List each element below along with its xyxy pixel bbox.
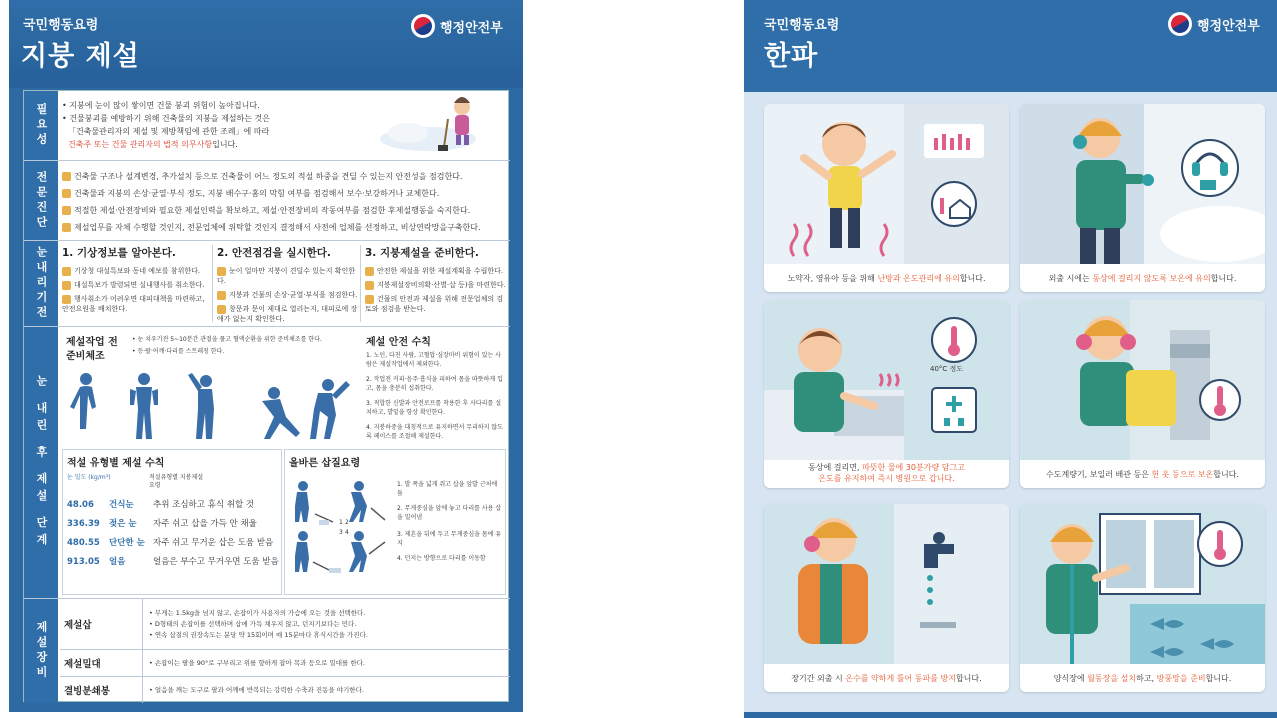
equipment-row	[60, 649, 510, 676]
column-item: 눈이 얼마만 지붕이 견딜수 있는지 확인한다.	[217, 267, 356, 285]
table-row: 336.39 젖은 눈 자주 쉬고 삽을 가득 안 채울	[67, 519, 257, 529]
text-line: 건축물과 지붕의 손상·균열·부식 정도, 지붕 배수구·홈의 막힘 여부를 점검해서 보수·보강하거나 교체한다.	[62, 185, 506, 202]
equipment-name: 제설삽	[64, 620, 92, 631]
ministry-logo	[1168, 12, 1260, 36]
snow-type-box	[62, 449, 282, 595]
column-item: 지붕과 건물의 손상·균열·부식을 점검한다.	[217, 290, 358, 300]
step-number: 1	[339, 519, 343, 526]
warmup-title: 제설작업 전	[66, 337, 118, 348]
method-label: 적설유형별 지붕제설요령	[149, 474, 204, 489]
text-line: • 지붕에 눈이 많이 쌓이면 건물 붕괴 위험이 높아집니다.	[62, 101, 260, 110]
step-number: 4	[345, 529, 349, 536]
running-tap-illustration	[764, 504, 1009, 664]
table-row: 480.55 단단한 눈 자주 쉬고 무거운 삽은 도움 받음	[67, 538, 274, 548]
heating-illustration	[764, 104, 1009, 264]
fish-farm-illustration	[1020, 504, 1265, 664]
tip-card-frostbite-prevention	[1020, 104, 1265, 292]
text-line: 제설업무를 자체 수행할 것인지, 전문업체에 위탁할 것인지 결정해서 사전에 업체를 선정하고, 비상연락망을구축한다.	[62, 219, 506, 236]
card-caption: 외출 시에는 동상에 걸리지 않도록 보온에 유의합니다.	[1048, 273, 1237, 283]
column-item: 기상청 대설특보와 동네 예보를 참위한다.	[62, 266, 208, 276]
safety-title: 제설 안전 수칙	[366, 337, 431, 348]
before-column-2	[212, 245, 358, 322]
shovel-title: 올바른 삽질요령	[289, 458, 361, 469]
roof-snow-poster	[9, 0, 523, 712]
hand-icon	[62, 189, 71, 198]
section-after-snow	[24, 327, 510, 599]
section-equipment	[24, 599, 510, 703]
section-expert-diagnosis	[24, 161, 510, 241]
child-shoveling-snow-illustration	[378, 93, 498, 155]
tip-card-frostbite-treatment	[764, 300, 1009, 488]
ministry-name: 행정안전부	[1197, 18, 1260, 34]
warmup-title: 준비체조	[66, 351, 105, 362]
poster-header	[9, 0, 523, 88]
equipment-desc: • 손잡이는 팔을 90°로 구부리고 위를 향하게 잡아 목과 등으로 밀대를 한다.	[142, 650, 508, 676]
equipment-row	[60, 599, 510, 649]
card-caption: 양식장에 월동장을 설치하고, 방풍망을 준비합니다.	[1053, 673, 1232, 683]
column-heading: 2. 안전점검을 실시한다.	[217, 247, 331, 259]
column-item: 창문과 문이 제대로 열리는지, 대피로에 장애가 없는지 확인한다.	[217, 305, 358, 323]
temperature-label: 40°C 정도	[930, 365, 964, 373]
warmup-box	[62, 329, 360, 447]
tip-card-pipe-insulation	[1020, 300, 1265, 488]
density-label: 눈 밀도 (kg/m³)	[67, 474, 111, 481]
card-caption: 동상에 걸리면, 따뜻한 물에 30분가량 담그고 온도를 유지하여 즉시 병원으로 갑니다.	[808, 463, 965, 483]
column-item: 대설특보가 발령되면 실내행사를 취소한다.	[62, 280, 208, 290]
equipment-name: 결빙분쇄봉	[64, 686, 110, 697]
poster-subtitle: 국민행동요령	[764, 18, 840, 33]
text-line: 건축물 구조나 설계변경, 추가설치 등으로 건축물이 어느 정도의 적설 하중을 견딜 수 있는지 안전성을 점검한다.	[62, 168, 506, 185]
shovel-step: 4. 던지는 방향으로 다리를 이동함	[397, 555, 486, 562]
ministry-name: 행정안전부	[440, 20, 503, 36]
table-row: 913.05 얼음 얼음은 부수고 무거우면 도움 받음	[67, 557, 279, 567]
safety-rule: 3. 적합한 신발과 안전로프를 착용한 후 사다리를 설치하고, 발밑을 항상 확인한다.	[366, 400, 501, 416]
pipe-insulation-illustration	[1020, 300, 1265, 460]
safety-rule: 1. 노인, 다친 사람, 고혈압·심장마비 위험이 있는 사람은 제설작업에서 제외한다.	[366, 352, 501, 368]
section-necessity	[24, 91, 510, 161]
safety-rule: 4. 지붕하중을 대칭적으로 유지하면서 무리하지 않도록 페이스를 조절해 제설한다.	[366, 424, 503, 440]
column-item: 행사취소가 어려우면 대피대책을 마련하고, 안전요원을 배치한다.	[62, 295, 205, 313]
card-caption: 노약자, 영유아 등을 위해 난방과 온도관리에 유의합니다.	[787, 273, 986, 283]
warmup-note: • 눈 치우기전 5~10분간 관절을 풀고 혈액순환을 위한 준비체조를 한다.	[132, 336, 322, 343]
tip-card-water-running	[764, 504, 1009, 692]
column-heading: 3. 지붕제설을 준비한다.	[365, 247, 479, 259]
equipment-desc: • 얼음을 깨는 도구로 팔과 어깨에 반복되는 강력한 수축과 진동을 야기한다.	[142, 677, 508, 703]
text-line: 「건축물관리자의 제설 및 제방책임에 관한 조례」에 따라	[68, 127, 270, 136]
poster-title: 한파	[764, 41, 819, 72]
safety-rule: 2. 작업전 커피·음주·흡식을 피하여 몸을 따뜻하게 입고, 몸을 충분히 섭취한다.	[366, 376, 503, 392]
shovel-method-box	[284, 449, 506, 595]
section-before-snow	[24, 241, 510, 327]
poster-subtitle: 국민행동요령	[23, 18, 99, 33]
poster-body	[744, 92, 1277, 712]
text-line: 건축주 또는 건물 관리자의 법적 의무사항입니다.	[68, 140, 238, 149]
warm-water-illustration	[764, 300, 1009, 460]
section-label: 필요성	[24, 91, 58, 160]
warmup-note: • 등·팔·어깨·다리를 스트레칭 한다.	[132, 348, 225, 355]
column-heading: 1. 기상정보를 알아본다.	[62, 247, 176, 259]
stretching-figures-illustration	[66, 371, 356, 443]
poster-header	[744, 0, 1277, 92]
hand-icon	[62, 223, 71, 232]
column-item: 지붕제설장비의확·산별·삽 등)을 마련한다.	[365, 280, 506, 290]
equipment-name: 제설밀대	[64, 659, 101, 670]
equipment-row	[60, 676, 510, 703]
tip-card-heating	[764, 104, 1009, 292]
shovel-step: 3. 제흔을 뒤에 두고 무게중심을 몸에 유지	[397, 531, 502, 547]
card-caption: 장기간 외출 시 온수를 약하게 틀어 동파를 방지합니다.	[791, 673, 982, 683]
card-caption: 수도계량기, 보일러 배관 등은 헌 옷 등으로 보온합니다.	[1046, 469, 1239, 479]
section-label: 눈내리기전	[24, 241, 58, 326]
before-column-1	[62, 245, 208, 322]
snow-type-title: 적설 유형별 제설 수칙	[67, 458, 165, 469]
column-item: 안전한 제설을 위한 제설계획을 수립한다.	[365, 266, 506, 276]
section-label: 제설장비	[24, 599, 58, 703]
section-label: 전문진단	[24, 161, 58, 240]
before-column-3	[360, 245, 506, 322]
text-line: 적절한 제설·안전장비와 필요한 제설인력을 확보하고, 제설·안전장비의 작동여부를 점검한 후제설행동을 숙지한다.	[62, 202, 506, 219]
step-number: 2	[345, 519, 349, 526]
winter-clothing-illustration	[1020, 104, 1265, 264]
hand-icon	[62, 206, 71, 215]
snow-type-table	[67, 496, 279, 572]
taegeuk-icon	[1168, 12, 1192, 36]
column-item: 건물의 안전과 제설을 위해 전문업체의 검토와 점검을 받는다.	[365, 295, 504, 313]
poster-body	[23, 90, 509, 702]
taegeuk-icon	[411, 14, 435, 38]
text-line: • 건물붕괴를 예방하기 위해 건축물의 지붕을 제설하는 것은	[62, 114, 270, 123]
ministry-logo	[411, 14, 503, 38]
cold-wave-poster	[744, 0, 1277, 718]
table-row: 48.06 건식눈 추위 조심하고 휴식 취할 것	[67, 500, 255, 510]
shovel-step: 1. 발 폭을 넓게 쥐고 삽을 앞발 근처에 둠	[397, 481, 498, 497]
shovel-step: 2. 무게중심을 앞에 놓고 다리를 사용 삽을 밀어냄	[397, 505, 502, 521]
equipment-desc: • 무게는 1.5kg을 넘지 않고, 손잡이가 사용자의 가슴에 오는 것을 선택한다. • D형태의 손잡이를 선택하며 삽에 가득 채우지 않고, 던지기보다는 민다. • 연속 삽질의 권장속도는 분당 약 15회이며 매 15분마다 휴식시간을 가진다.	[142, 599, 508, 649]
hand-icon	[62, 172, 71, 181]
section-label: 눈 내린 후 제설 단계	[24, 327, 58, 598]
tip-card-fish-farm	[1020, 504, 1265, 692]
poster-title: 지붕 제설	[21, 41, 140, 72]
safety-rules-box	[364, 329, 506, 447]
step-number: 3	[339, 529, 343, 536]
